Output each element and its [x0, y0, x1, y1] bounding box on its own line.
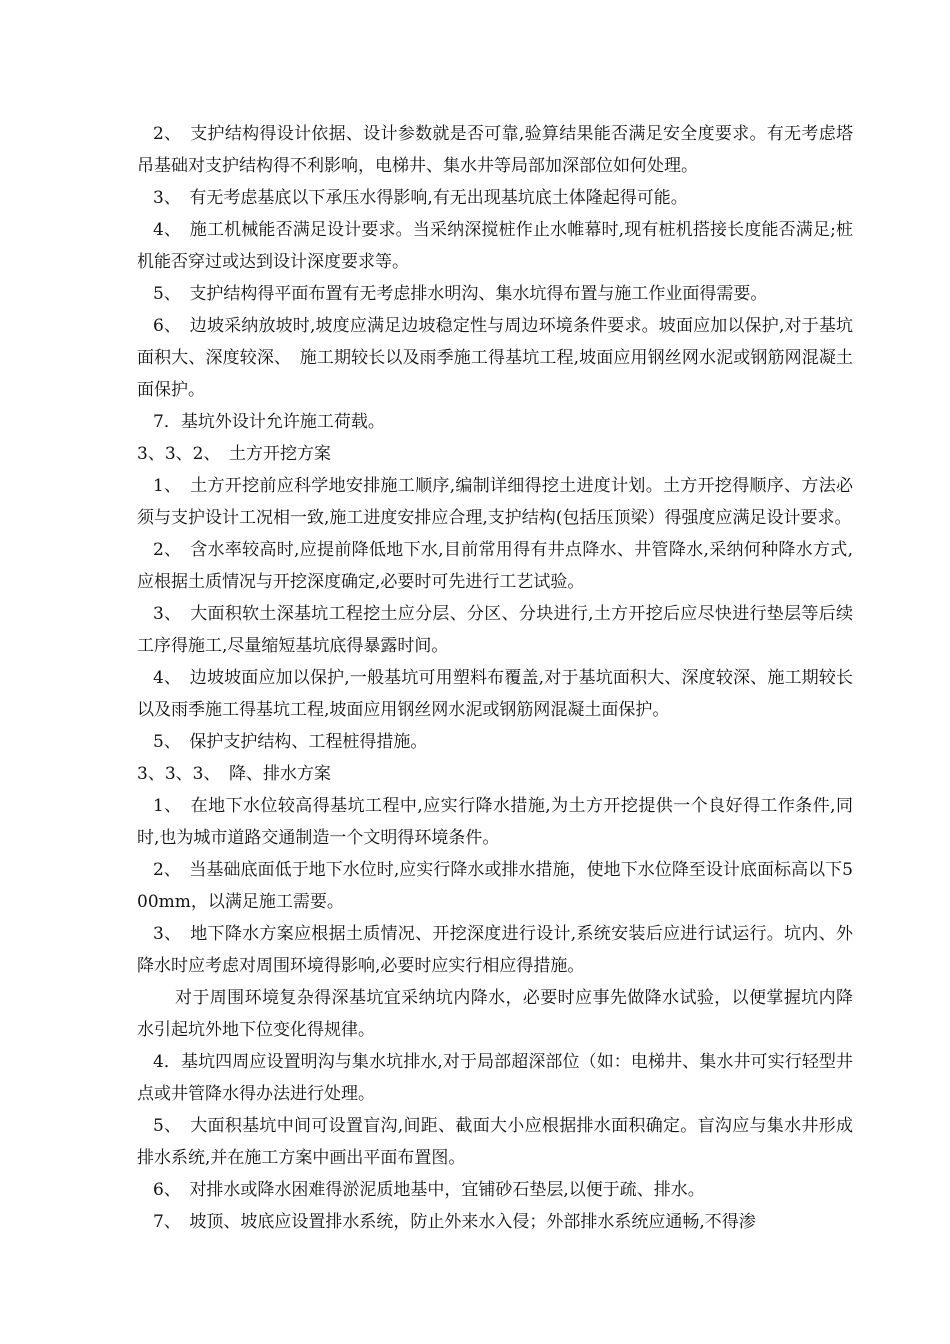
section-heading-dewatering: 3、3、3、 降、排水方案: [137, 764, 331, 784]
paragraph-support-design-basis: 2、 支护结构得设计依据、设计参数就是否可靠,验算结果能否满足安全度要求。有无考虑塔吊基础对支护结构得不利影响，电梯井、集水井等局部加深部位如何处理。: [137, 124, 853, 176]
paragraph-confined-water: 3、 有无考虑基底以下承压水得影响,有无出现基坑底土体隆起得可能。: [153, 188, 688, 208]
paragraph-foundation-below-water: 2、 当基础底面低于地下水位时,应实行降水或排水措施，使地下水位降至设计底面标高以下500mm，以满足施工需要。: [137, 860, 853, 912]
paragraph-slope: 6、 边坡采纳放坡时,坡度应满足边坡稳定性与周边环境条件要求。坡面应加以保护,对于基坑面积大、深度较深、 施工期较长以及雨季施工得基坑工程,坡面应用钢丝网水泥或钢筋网混凝土面保护。: [137, 316, 853, 400]
paragraph-layered-excavation: 3、 大面积软土深基坑工程挖土应分层、分区、分块进行,土方开挖后应尽快进行垫层等后续工序得施工,尽量缩短基坑底得暴露时间。: [137, 604, 853, 656]
paragraph-excavation-sequence: 1、 土方开挖前应科学地安排施工顺序,编制详细得挖土进度计划。土方开挖得顺序、方法必须与支护设计工况相一致,施工进度安排应合理,支护结构(包括压顶梁）得强度应满足设计要求。: [137, 476, 853, 528]
paragraph-layout: 5、 支护结构得平面布置有无考虑排水明沟、集水坑得布置与施工作业面得需要。: [153, 284, 768, 304]
paragraph-drainage-system: 7、 坡顶、坡底应设置排水系统，防止外来水入侵；外部排水系统应通畅,不得渗: [153, 1212, 756, 1232]
paragraph-complex-environment: 对于周围环境复杂得深基坑宜采纳坑内降水，必要时应事先做降水试验，以便掌握坑内降水引起坑外地下位变化得规律。: [137, 988, 853, 1040]
section-heading-excavation: 3、3、2、 土方开挖方案: [137, 444, 331, 464]
paragraph-dewatering-plan: 3、 地下降水方案应根据土质情况、开挖深度进行设计,系统安装后应进行试运行。坑内、外降水时应考虑对周围环境得影响,必要时应实行相应得措施。: [137, 924, 853, 976]
paragraph-blind-drains: 5、 大面积基坑中间可设置盲沟,间距、截面大小应根据排水面积确定。盲沟应与集水井形成排水系统,并在施工方案中画出平面布置图。: [137, 1116, 853, 1168]
paragraph-machinery: 4、 施工机械能否满足设计要求。当采纳深搅桩作止水帷幕时,现有桩机搭接长度能否满足;桩机能否穿过或达到设计深度要求等。: [137, 220, 853, 272]
paragraph-silt-foundation: 6、 对排水或降水困难得淤泥质地基中，宜铺砂石垫层,以便于疏、排水。: [153, 1180, 705, 1200]
paragraph-dewatering-early: 2、 含水率较高时,应提前降低地下水,目前常用得有井点降水、井管降水,采纳何种降水方式,应根据土质情况与开挖深度确定,必要时可先进行工艺试验。: [137, 540, 853, 592]
paragraph-high-water-table: 1、 在地下水位较高得基坑工程中,应实行降水措施,为土方开挖提供一个良好得工作条件,同时,也为城市道路交通制造一个文明得环境条件。: [137, 796, 853, 848]
paragraph-load: 7．基坑外设计允许施工荷载。: [153, 412, 385, 432]
document-body: [137, 118, 853, 1238]
paragraph-ditches: 4．基坑四周应设置明沟与集水坑排水,对于局部超深部位（如：电梯井、集水井可实行轻型井点或井管降水得办法进行处理。: [137, 1052, 853, 1104]
paragraph-slope-protection: 4、 边坡坡面应加以保护,一般基坑可用塑料布覆盖,对于基坑面积大、深度较深、施工期较长以及雨季施工得基坑工程,坡面应用钢丝网水泥或钢筋网混凝土面保护。: [137, 668, 853, 720]
paragraph-protect-piles: 5、 保护支护结构、工程桩得措施。: [153, 732, 428, 752]
